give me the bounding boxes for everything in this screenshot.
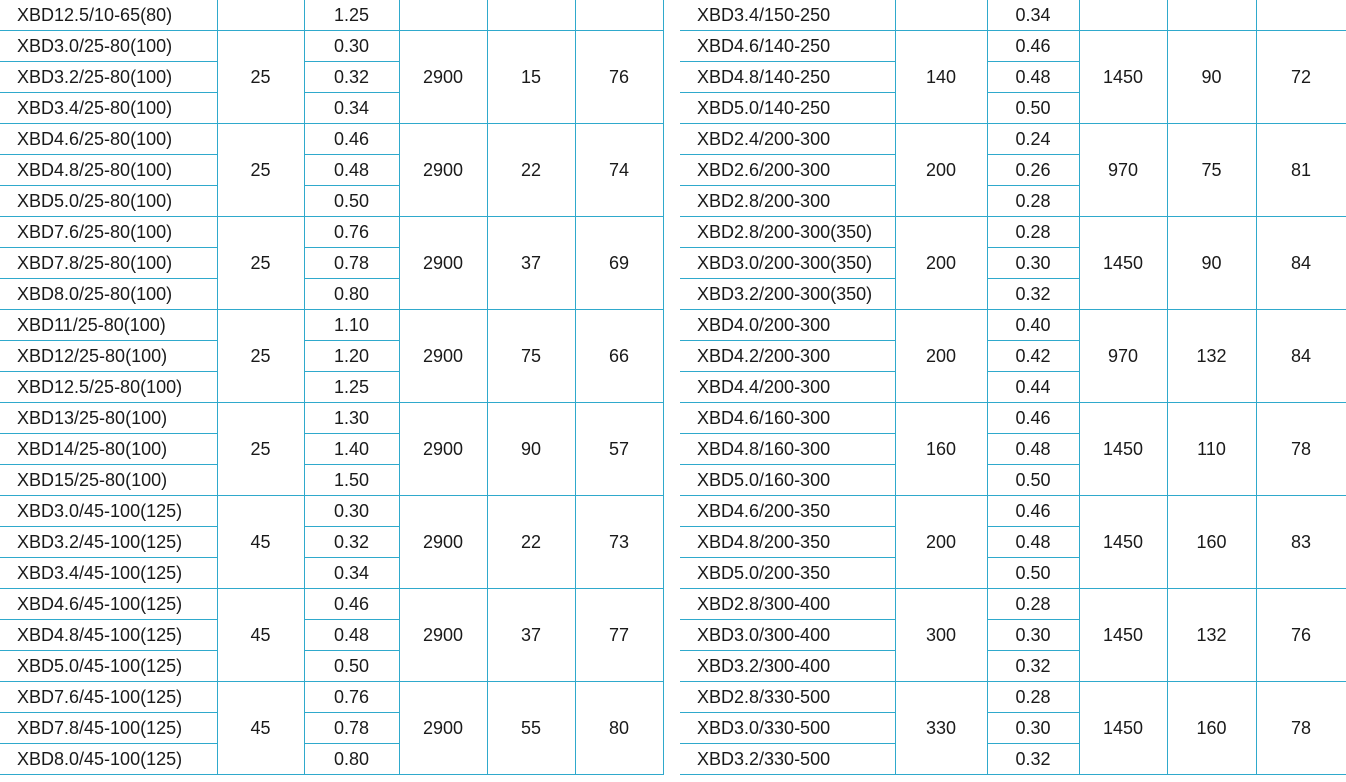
efficiency-cell: 57 <box>575 403 663 496</box>
table-row <box>680 589 1346 620</box>
table-row <box>0 682 663 713</box>
pressure-cell: 0.46 <box>987 31 1079 62</box>
spec-table-left <box>0 0 664 775</box>
pressure-cell: 1.25 <box>304 0 399 31</box>
model-cell: XBD3.0/300-400 <box>680 620 895 651</box>
speed-cell: 970 <box>1079 310 1167 403</box>
table-row <box>680 124 1346 155</box>
pressure-cell: 0.32 <box>987 651 1079 682</box>
table-row <box>680 217 1346 248</box>
pressure-cell: 0.42 <box>987 341 1079 372</box>
pressure-cell: 0.50 <box>987 558 1079 589</box>
pressure-cell: 0.80 <box>304 279 399 310</box>
pressure-cell: 0.30 <box>304 496 399 527</box>
pressure-cell: 1.10 <box>304 310 399 341</box>
power-cell: 22 <box>487 124 575 217</box>
flow-cell: 25 <box>217 217 304 310</box>
power-cell: 160 <box>1167 682 1256 775</box>
model-cell: XBD3.2/200-300(350) <box>680 279 895 310</box>
model-cell: XBD4.8/25-80(100) <box>0 155 217 186</box>
model-cell: XBD4.6/25-80(100) <box>0 124 217 155</box>
flow-cell <box>895 0 987 31</box>
flow-cell: 330 <box>895 682 987 775</box>
model-cell: XBD2.8/330-500 <box>680 682 895 713</box>
pressure-cell: 1.50 <box>304 465 399 496</box>
speed-cell: 2900 <box>399 310 487 403</box>
model-cell: XBD4.6/140-250 <box>680 31 895 62</box>
table-row <box>0 0 663 31</box>
flow-cell <box>217 0 304 31</box>
pressure-cell: 0.32 <box>987 744 1079 775</box>
speed-cell: 1450 <box>1079 589 1167 682</box>
pressure-cell: 0.28 <box>987 682 1079 713</box>
speed-cell: 2900 <box>399 403 487 496</box>
pressure-cell: 1.40 <box>304 434 399 465</box>
table-row <box>680 403 1346 434</box>
pressure-cell: 0.28 <box>987 217 1079 248</box>
flow-cell: 25 <box>217 124 304 217</box>
pressure-cell: 0.46 <box>304 589 399 620</box>
pressure-cell: 1.30 <box>304 403 399 434</box>
table-row <box>0 403 663 434</box>
flow-cell: 200 <box>895 496 987 589</box>
pressure-cell: 0.48 <box>987 62 1079 93</box>
power-cell: 75 <box>1167 124 1256 217</box>
model-cell: XBD12/25-80(100) <box>0 341 217 372</box>
table-row <box>0 124 663 155</box>
model-cell: XBD3.2/45-100(125) <box>0 527 217 558</box>
pressure-cell: 0.30 <box>987 248 1079 279</box>
model-cell: XBD14/25-80(100) <box>0 434 217 465</box>
speed-cell: 2900 <box>399 682 487 775</box>
model-cell: XBD5.0/45-100(125) <box>0 651 217 682</box>
model-cell: XBD3.2/300-400 <box>680 651 895 682</box>
speed-cell: 2900 <box>399 217 487 310</box>
speed-cell: 1450 <box>1079 217 1167 310</box>
model-cell: XBD8.0/25-80(100) <box>0 279 217 310</box>
efficiency-cell: 83 <box>1256 496 1346 589</box>
model-cell: XBD5.0/25-80(100) <box>0 186 217 217</box>
table-row <box>680 310 1346 341</box>
efficiency-cell: 78 <box>1256 403 1346 496</box>
pressure-cell: 0.50 <box>304 651 399 682</box>
pressure-cell: 0.46 <box>304 124 399 155</box>
table-row <box>0 217 663 248</box>
speed-cell: 1450 <box>1079 31 1167 124</box>
flow-cell: 25 <box>217 310 304 403</box>
model-cell: XBD3.4/45-100(125) <box>0 558 217 589</box>
efficiency-cell: 80 <box>575 682 663 775</box>
pressure-cell: 0.32 <box>304 527 399 558</box>
model-cell: XBD2.6/200-300 <box>680 155 895 186</box>
speed-cell: 1450 <box>1079 496 1167 589</box>
model-cell: XBD4.6/45-100(125) <box>0 589 217 620</box>
pressure-cell: 0.28 <box>987 589 1079 620</box>
model-cell: XBD3.2/25-80(100) <box>0 62 217 93</box>
efficiency-cell: 76 <box>575 31 663 124</box>
efficiency-cell: 84 <box>1256 310 1346 403</box>
pressure-cell: 0.76 <box>304 682 399 713</box>
pressure-cell: 0.80 <box>304 744 399 775</box>
model-cell: XBD15/25-80(100) <box>0 465 217 496</box>
flow-cell: 200 <box>895 124 987 217</box>
efficiency-cell: 76 <box>1256 589 1346 682</box>
pressure-cell: 0.32 <box>987 279 1079 310</box>
pressure-cell: 0.34 <box>304 93 399 124</box>
pressure-cell: 0.76 <box>304 217 399 248</box>
model-cell: XBD12.5/25-80(100) <box>0 372 217 403</box>
model-cell: XBD4.6/160-300 <box>680 403 895 434</box>
power-cell: 75 <box>487 310 575 403</box>
speed-cell: 2900 <box>399 589 487 682</box>
model-cell: XBD4.8/140-250 <box>680 62 895 93</box>
model-cell: XBD12.5/10-65(80) <box>0 0 217 31</box>
model-cell: XBD7.6/25-80(100) <box>0 217 217 248</box>
model-cell: XBD3.0/200-300(350) <box>680 248 895 279</box>
efficiency-cell: 78 <box>1256 682 1346 775</box>
model-cell: XBD2.8/200-300(350) <box>680 217 895 248</box>
speed-cell: 1450 <box>1079 682 1167 775</box>
table-row <box>0 589 663 620</box>
power-cell: 55 <box>487 682 575 775</box>
spec-table-right <box>680 0 1346 775</box>
table-row <box>0 310 663 341</box>
model-cell: XBD2.8/300-400 <box>680 589 895 620</box>
table-row <box>680 496 1346 527</box>
model-cell: XBD4.6/200-350 <box>680 496 895 527</box>
pressure-cell: 0.78 <box>304 713 399 744</box>
power-cell: 37 <box>487 589 575 682</box>
model-cell: XBD13/25-80(100) <box>0 403 217 434</box>
power-cell: 15 <box>487 31 575 124</box>
model-cell: XBD4.4/200-300 <box>680 372 895 403</box>
flow-cell: 45 <box>217 682 304 775</box>
model-cell: XBD8.0/45-100(125) <box>0 744 217 775</box>
model-cell: XBD7.6/45-100(125) <box>0 682 217 713</box>
model-cell: XBD4.8/160-300 <box>680 434 895 465</box>
efficiency-cell <box>575 0 663 31</box>
power-cell: 110 <box>1167 403 1256 496</box>
flow-cell: 200 <box>895 310 987 403</box>
pressure-cell: 0.32 <box>304 62 399 93</box>
table-row <box>0 496 663 527</box>
pressure-cell: 0.26 <box>987 155 1079 186</box>
flow-cell: 25 <box>217 31 304 124</box>
speed-cell: 2900 <box>399 124 487 217</box>
model-cell: XBD4.2/200-300 <box>680 341 895 372</box>
flow-cell: 25 <box>217 403 304 496</box>
efficiency-cell: 73 <box>575 496 663 589</box>
pressure-cell: 0.34 <box>304 558 399 589</box>
flow-cell: 140 <box>895 31 987 124</box>
pressure-cell: 0.24 <box>987 124 1079 155</box>
power-cell: 132 <box>1167 589 1256 682</box>
efficiency-cell: 77 <box>575 589 663 682</box>
power-cell: 37 <box>487 217 575 310</box>
model-cell: XBD4.0/200-300 <box>680 310 895 341</box>
table-row <box>680 31 1346 62</box>
pressure-cell: 1.25 <box>304 372 399 403</box>
pressure-cell: 0.34 <box>987 0 1079 31</box>
speed-cell: 1450 <box>1079 403 1167 496</box>
pressure-cell: 0.78 <box>304 248 399 279</box>
efficiency-cell: 81 <box>1256 124 1346 217</box>
power-cell <box>487 0 575 31</box>
table-row <box>0 31 663 62</box>
flow-cell: 45 <box>217 496 304 589</box>
model-cell: XBD3.4/150-250 <box>680 0 895 31</box>
pressure-cell: 0.30 <box>304 31 399 62</box>
pressure-cell: 0.50 <box>987 465 1079 496</box>
efficiency-cell <box>1256 0 1346 31</box>
table-row <box>680 0 1346 31</box>
model-cell: XBD3.0/330-500 <box>680 713 895 744</box>
pressure-cell: 0.44 <box>987 372 1079 403</box>
power-cell <box>1167 0 1256 31</box>
model-cell: XBD5.0/140-250 <box>680 93 895 124</box>
power-cell: 90 <box>1167 31 1256 124</box>
model-cell: XBD5.0/200-350 <box>680 558 895 589</box>
speed-cell: 970 <box>1079 124 1167 217</box>
model-cell: XBD7.8/45-100(125) <box>0 713 217 744</box>
pressure-cell: 0.48 <box>304 620 399 651</box>
pressure-cell: 0.48 <box>987 434 1079 465</box>
efficiency-cell: 84 <box>1256 217 1346 310</box>
speed-cell <box>399 0 487 31</box>
model-cell: XBD11/25-80(100) <box>0 310 217 341</box>
power-cell: 22 <box>487 496 575 589</box>
model-cell: XBD4.8/45-100(125) <box>0 620 217 651</box>
flow-cell: 160 <box>895 403 987 496</box>
pressure-cell: 0.46 <box>987 496 1079 527</box>
model-cell: XBD3.0/25-80(100) <box>0 31 217 62</box>
model-cell: XBD2.4/200-300 <box>680 124 895 155</box>
pressure-cell: 0.50 <box>987 93 1079 124</box>
model-cell: XBD7.8/25-80(100) <box>0 248 217 279</box>
table-row <box>680 682 1346 713</box>
efficiency-cell: 69 <box>575 217 663 310</box>
model-cell: XBD3.4/25-80(100) <box>0 93 217 124</box>
pressure-cell: 0.30 <box>987 620 1079 651</box>
pressure-cell: 0.28 <box>987 186 1079 217</box>
pressure-cell: 1.20 <box>304 341 399 372</box>
pressure-cell: 0.40 <box>987 310 1079 341</box>
model-cell: XBD2.8/200-300 <box>680 186 895 217</box>
model-cell: XBD4.8/200-350 <box>680 527 895 558</box>
pressure-cell: 0.48 <box>987 527 1079 558</box>
efficiency-cell: 74 <box>575 124 663 217</box>
flow-cell: 45 <box>217 589 304 682</box>
model-cell: XBD3.0/45-100(125) <box>0 496 217 527</box>
power-cell: 90 <box>1167 217 1256 310</box>
power-cell: 160 <box>1167 496 1256 589</box>
flow-cell: 200 <box>895 217 987 310</box>
pressure-cell: 0.30 <box>987 713 1079 744</box>
power-cell: 90 <box>487 403 575 496</box>
efficiency-cell: 66 <box>575 310 663 403</box>
speed-cell: 2900 <box>399 496 487 589</box>
model-cell: XBD3.2/330-500 <box>680 744 895 775</box>
speed-cell: 2900 <box>399 31 487 124</box>
power-cell: 132 <box>1167 310 1256 403</box>
pressure-cell: 0.48 <box>304 155 399 186</box>
model-cell: XBD5.0/160-300 <box>680 465 895 496</box>
speed-cell <box>1079 0 1167 31</box>
flow-cell: 300 <box>895 589 987 682</box>
pressure-cell: 0.50 <box>304 186 399 217</box>
pressure-cell: 0.46 <box>987 403 1079 434</box>
efficiency-cell: 72 <box>1256 31 1346 124</box>
